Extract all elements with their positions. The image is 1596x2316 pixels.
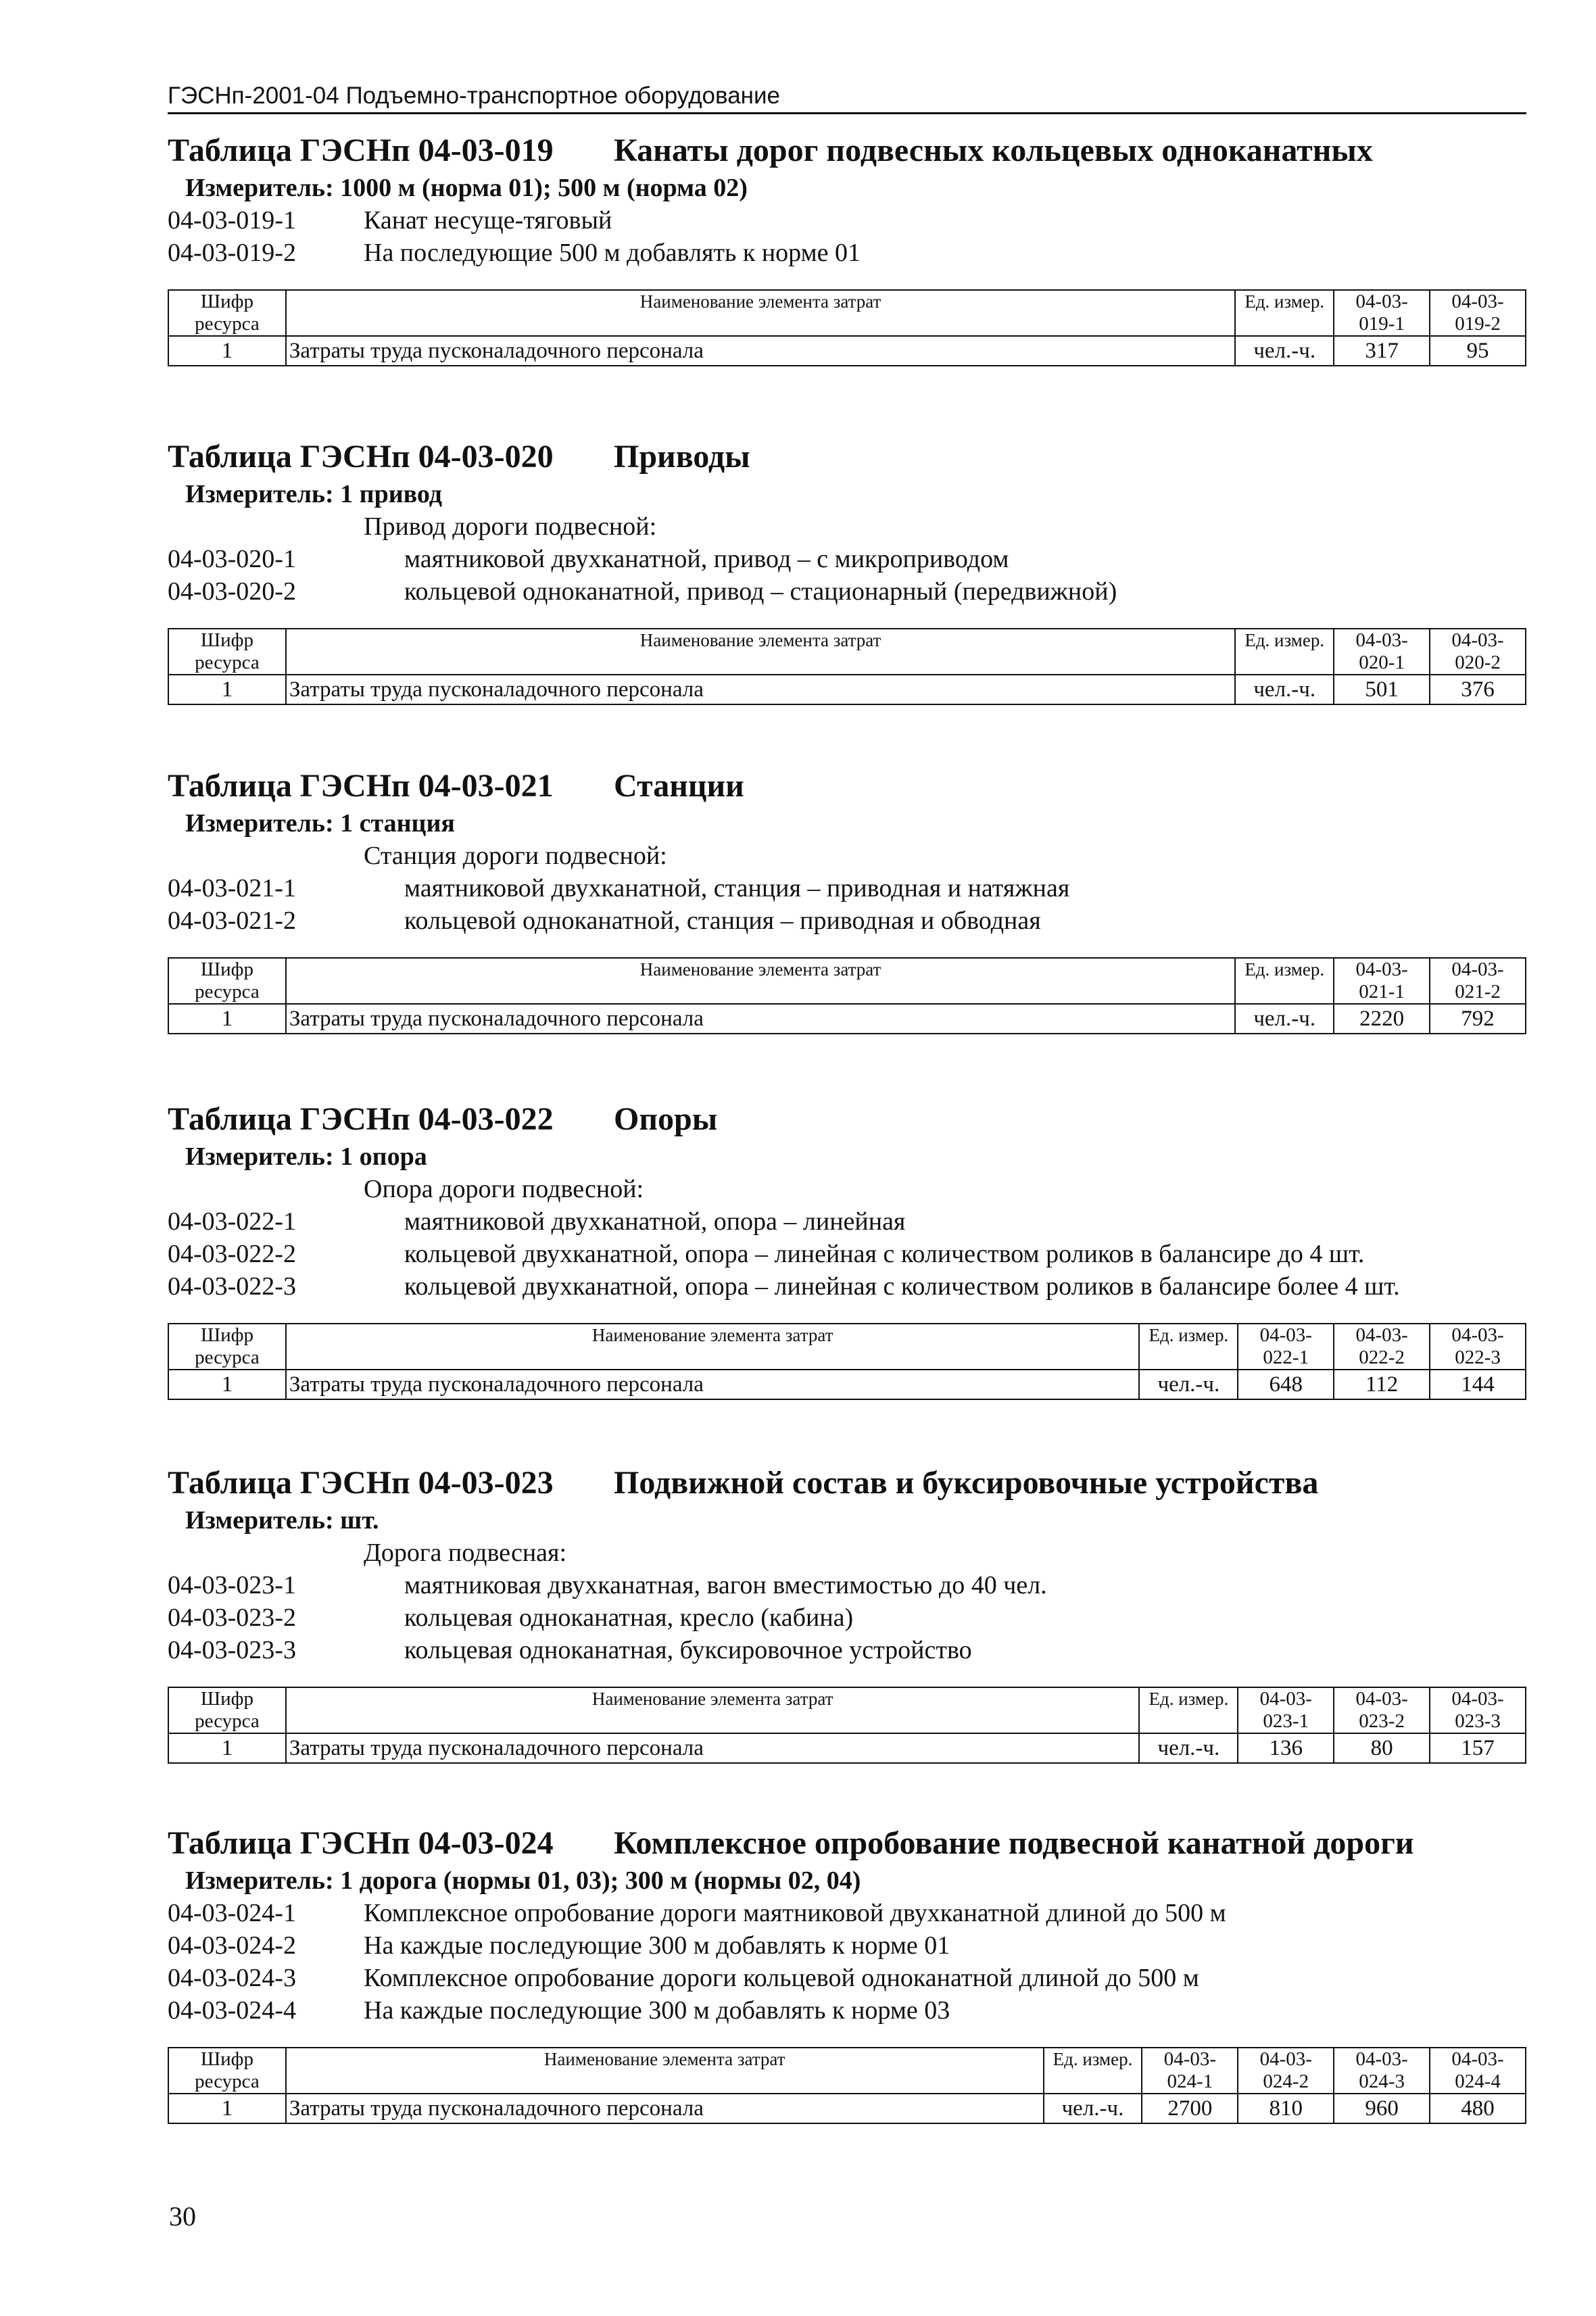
norm-item bbox=[168, 1238, 1533, 1270]
header-norm-code bbox=[1430, 1324, 1526, 1370]
norm-item bbox=[168, 1929, 1533, 1962]
norm-section bbox=[168, 436, 1533, 705]
header-norm-code-line1: 04-03- bbox=[1451, 1688, 1504, 1710]
header-norm-code-line1: 04-03- bbox=[1451, 1324, 1504, 1346]
table-code: Таблица ГЭСНп 04-03-020 bbox=[168, 439, 554, 475]
header-norm-code bbox=[1334, 2048, 1430, 2094]
header-norm-code-line1: 04-03- bbox=[1355, 629, 1408, 651]
norm-code: 04-03-021-1 bbox=[168, 874, 296, 902]
table-title: Станции bbox=[614, 768, 744, 804]
cell-shifr: 1 bbox=[168, 1733, 286, 1763]
header-norm-code-line1: 04-03- bbox=[1163, 2048, 1217, 2070]
cell-value: 317 bbox=[1334, 336, 1430, 366]
table-title: Приводы bbox=[614, 439, 750, 475]
meter-line: Измеритель: 1 опора bbox=[185, 1142, 427, 1171]
norm-text: кольцевой двухканатной, опора – линейная с количеством роликов в балансире до 4 шт. bbox=[404, 1240, 1365, 1268]
header-shifr-line1: Шифр bbox=[200, 629, 253, 651]
resource-table bbox=[168, 957, 1526, 1034]
cell-value: 2700 bbox=[1142, 2094, 1238, 2123]
header-norm-code bbox=[1430, 958, 1526, 1004]
norm-item bbox=[168, 204, 1533, 237]
header-unit: Ед. измер. bbox=[1044, 2048, 1142, 2094]
header-norm-code-line1: 04-03- bbox=[1355, 2048, 1408, 2070]
cell-name: Затраты труда пусконаладочного персонала bbox=[286, 1370, 1140, 1399]
header-shifr-line2: ресурса bbox=[195, 2071, 260, 2092]
cell-shifr: 1 bbox=[168, 2094, 286, 2123]
resource-table bbox=[168, 289, 1526, 366]
norm-item bbox=[168, 1962, 1533, 1994]
table-row bbox=[168, 336, 1526, 366]
norm-section bbox=[168, 765, 1533, 1034]
header-name: Наименование элемента затрат bbox=[286, 290, 1235, 336]
header-shifr-line2: ресурса bbox=[195, 1347, 260, 1368]
norm-code: 04-03-024-1 bbox=[168, 1899, 296, 1927]
header-unit: Ед. измер. bbox=[1235, 629, 1334, 675]
header-norm-code-line2: 024-2 bbox=[1263, 2071, 1309, 2092]
table-header-row bbox=[168, 1687, 1526, 1733]
header-shifr-line2: ресурса bbox=[195, 981, 260, 1003]
table-title: Подвижной состав и буксировочные устройства bbox=[614, 1465, 1319, 1501]
cell-unit: чел.-ч. bbox=[1235, 675, 1334, 704]
header-norm-code bbox=[1430, 1687, 1526, 1733]
section-title bbox=[168, 436, 1533, 478]
norm-section bbox=[168, 130, 1533, 366]
cell-value: 157 bbox=[1430, 1733, 1526, 1763]
header-norm-code-line2: 021-2 bbox=[1455, 981, 1501, 1003]
intro-line: Опора дороги подвесной: bbox=[364, 1175, 644, 1203]
table-row bbox=[168, 2094, 1526, 2123]
norm-item bbox=[168, 872, 1533, 904]
header-name: Наименование элемента затрат bbox=[286, 958, 1235, 1004]
norm-code: 04-03-019-1 bbox=[168, 206, 296, 235]
table-code: Таблица ГЭСНп 04-03-022 bbox=[168, 1101, 554, 1137]
meter-line: Измеритель: 1 привод bbox=[185, 480, 442, 508]
cell-value: 810 bbox=[1238, 2094, 1334, 2123]
norm-item bbox=[168, 237, 1533, 269]
header-norm-code-line2: 019-1 bbox=[1359, 313, 1405, 335]
section-title bbox=[168, 1462, 1533, 1504]
norm-text: маятниковой двухканатной, опора – линейная bbox=[404, 1207, 906, 1236]
cell-value: 144 bbox=[1430, 1370, 1526, 1399]
table-code: Таблица ГЭСНп 04-03-021 bbox=[168, 768, 554, 804]
section-title bbox=[168, 765, 1533, 807]
page-number: 30 bbox=[169, 2201, 196, 2231]
table-header-row bbox=[168, 2048, 1526, 2094]
table-title: Комплексное опробование подвесной канатной дороги bbox=[614, 1825, 1414, 1861]
cell-value: 648 bbox=[1238, 1370, 1334, 1399]
header-name: Наименование элемента затрат bbox=[286, 1687, 1140, 1733]
cell-name: Затраты труда пусконаладочного персонала bbox=[286, 1004, 1235, 1034]
norm-code: 04-03-019-2 bbox=[168, 239, 296, 267]
norm-code: 04-03-020-1 bbox=[168, 545, 296, 573]
cell-unit: чел.-ч. bbox=[1044, 2094, 1142, 2123]
cell-value: 80 bbox=[1334, 1733, 1430, 1763]
header-unit: Ед. измер. bbox=[1139, 1687, 1238, 1733]
header-norm-code bbox=[1142, 2048, 1238, 2094]
header-norm-code-line1: 04-03- bbox=[1451, 629, 1504, 651]
header-shifr-line2: ресурса bbox=[195, 313, 260, 335]
section-title bbox=[168, 1099, 1533, 1140]
table-title: Опоры bbox=[614, 1101, 718, 1137]
header-unit: Ед. измер. bbox=[1139, 1324, 1238, 1370]
intro-line: Дорога подвесная: bbox=[364, 1539, 567, 1567]
table-header-row bbox=[168, 958, 1526, 1004]
cell-shifr: 1 bbox=[168, 675, 286, 704]
norm-code: 04-03-021-2 bbox=[168, 907, 296, 935]
norm-text: кольцевой двухканатной, опора – линейная с количеством роликов в балансире более 4 шт. bbox=[404, 1272, 1400, 1301]
norm-code: 04-03-022-1 bbox=[168, 1207, 296, 1236]
header-norm-code-line2: 022-3 bbox=[1455, 1347, 1501, 1368]
header-norm-code-line2: 021-1 bbox=[1359, 981, 1405, 1003]
cell-value: 960 bbox=[1334, 2094, 1430, 2123]
header-norm-code-line1: 04-03- bbox=[1355, 291, 1408, 312]
intro-line: Станция дороги подвесной: bbox=[364, 842, 667, 870]
norm-item bbox=[168, 543, 1533, 575]
cell-shifr: 1 bbox=[168, 1004, 286, 1034]
norm-item bbox=[168, 1634, 1533, 1666]
meter-line: Измеритель: 1000 м (норма 01); 500 м (норма 02) bbox=[185, 174, 748, 202]
meter-line: Измеритель: шт. bbox=[185, 1506, 379, 1535]
norm-item bbox=[168, 1205, 1533, 1238]
header-shifr bbox=[168, 2048, 286, 2094]
header-norm-code-line1: 04-03- bbox=[1451, 959, 1504, 980]
norm-code: 04-03-023-3 bbox=[168, 1636, 296, 1664]
norm-code: 04-03-023-1 bbox=[168, 1571, 296, 1599]
header-shifr-line2: ресурса bbox=[195, 652, 260, 673]
header-norm-code-line2: 020-1 bbox=[1359, 652, 1405, 673]
header-shifr-line1: Шифр bbox=[200, 959, 253, 980]
header-unit: Ед. измер. bbox=[1235, 958, 1334, 1004]
norm-code: 04-03-023-2 bbox=[168, 1603, 296, 1632]
header-shifr-line1: Шифр bbox=[200, 291, 253, 312]
norm-code: 04-03-024-4 bbox=[168, 1996, 296, 2025]
norm-text: маятниковой двухканатной, привод – с микроприводом bbox=[404, 545, 1009, 573]
header-norm-code-line1: 04-03- bbox=[1355, 959, 1408, 980]
section-title bbox=[168, 1823, 1533, 1864]
norm-text: На последующие 500 м добавлять к норме 01 bbox=[364, 239, 861, 267]
cell-value: 95 bbox=[1430, 336, 1526, 366]
norm-code: 04-03-020-2 bbox=[168, 577, 296, 606]
header-shifr-line1: Шифр bbox=[200, 1324, 253, 1346]
norm-section bbox=[168, 1099, 1533, 1400]
header-norm-code bbox=[1334, 958, 1430, 1004]
table-row bbox=[168, 675, 1526, 704]
header-shifr-line2: ресурса bbox=[195, 1710, 260, 1732]
section-title bbox=[168, 130, 1533, 172]
cell-value: 792 bbox=[1430, 1004, 1526, 1034]
header-norm-code-line1: 04-03- bbox=[1451, 2048, 1504, 2070]
header-name: Наименование элемента затрат bbox=[286, 1324, 1140, 1370]
header-norm-code-line1: 04-03- bbox=[1259, 1688, 1312, 1710]
header-norm-code-line2: 019-2 bbox=[1455, 313, 1501, 335]
header-norm-code-line1: 04-03- bbox=[1355, 1688, 1408, 1710]
norm-section bbox=[168, 1823, 1533, 2124]
cell-shifr: 1 bbox=[168, 1370, 286, 1399]
resource-table bbox=[168, 1323, 1526, 1400]
table-code: Таблица ГЭСНп 04-03-023 bbox=[168, 1465, 554, 1501]
header-shifr bbox=[168, 958, 286, 1004]
header-norm-code-line2: 024-3 bbox=[1359, 2071, 1405, 2092]
norm-item bbox=[168, 1270, 1533, 1303]
norm-text: кольцевая одноканатная, кресло (кабина) bbox=[404, 1603, 854, 1632]
header-norm-code bbox=[1430, 629, 1526, 675]
header-norm-code-line2: 023-2 bbox=[1359, 1710, 1405, 1732]
cell-value: 501 bbox=[1334, 675, 1430, 704]
intro-line: Привод дороги подвесной: bbox=[364, 512, 657, 541]
header-norm-code-line1: 04-03- bbox=[1259, 1324, 1312, 1346]
header-norm-code-line2: 024-1 bbox=[1167, 2071, 1213, 2092]
header-shifr-line1: Шифр bbox=[200, 2048, 253, 2070]
cell-unit: чел.-ч. bbox=[1139, 1733, 1238, 1763]
norm-text: маятниковая двухканатная, вагон вместимостью до 40 чел. bbox=[404, 1571, 1047, 1599]
header-shifr-line1: Шифр bbox=[200, 1688, 253, 1710]
table-row bbox=[168, 1733, 1526, 1763]
header-name: Наименование элемента затрат bbox=[286, 2048, 1044, 2094]
header-shifr bbox=[168, 290, 286, 336]
cell-value: 376 bbox=[1430, 675, 1526, 704]
header-norm-code bbox=[1334, 629, 1430, 675]
header-norm-code bbox=[1238, 1324, 1334, 1370]
cell-value: 136 bbox=[1238, 1733, 1334, 1763]
norm-item bbox=[168, 1601, 1533, 1634]
norm-text: кольцевой одноканатной, станция – приводная и обводная bbox=[404, 907, 1041, 935]
table-header-row bbox=[168, 629, 1526, 675]
cell-value: 480 bbox=[1430, 2094, 1526, 2123]
cell-shifr: 1 bbox=[168, 336, 286, 366]
table-row bbox=[168, 1370, 1526, 1399]
norm-code: 04-03-024-2 bbox=[168, 1931, 296, 1960]
header-norm-code bbox=[1238, 2048, 1334, 2094]
table-title: Канаты дорог подвесных кольцевых одноканатных bbox=[614, 132, 1373, 168]
norm-code: 04-03-022-3 bbox=[168, 1272, 296, 1301]
header-norm-code-line1: 04-03- bbox=[1259, 2048, 1312, 2070]
header-norm-code-line1: 04-03- bbox=[1355, 1324, 1408, 1346]
norm-item bbox=[168, 904, 1533, 937]
norm-code: 04-03-024-3 bbox=[168, 1964, 296, 1992]
cell-name: Затраты труда пусконаладочного персонала bbox=[286, 675, 1235, 704]
norm-item bbox=[168, 1994, 1533, 2027]
header-norm-code bbox=[1238, 1687, 1334, 1733]
header-norm-code bbox=[1430, 2048, 1526, 2094]
norm-text: кольцевая одноканатная, буксировочное устройство bbox=[404, 1636, 972, 1664]
table-code: Таблица ГЭСНп 04-03-019 bbox=[168, 132, 554, 168]
table-code: Таблица ГЭСНп 04-03-024 bbox=[168, 1825, 554, 1861]
header-norm-code-line2: 023-3 bbox=[1455, 1710, 1501, 1732]
cell-unit: чел.-ч. bbox=[1139, 1370, 1238, 1399]
header-norm-code-line2: 022-1 bbox=[1263, 1347, 1309, 1368]
cell-value: 2220 bbox=[1334, 1004, 1430, 1034]
cell-name: Затраты труда пусконаладочного персонала bbox=[286, 336, 1235, 366]
norm-text: Канат несуще-тяговый bbox=[364, 206, 612, 235]
header-norm-code-line1: 04-03- bbox=[1451, 291, 1504, 312]
meter-line: Измеритель: 1 станция bbox=[185, 809, 455, 838]
cell-unit: чел.-ч. bbox=[1235, 336, 1334, 366]
norm-item bbox=[168, 575, 1533, 608]
header-norm-code-line2: 020-2 bbox=[1455, 652, 1501, 673]
resource-table bbox=[168, 1687, 1526, 1764]
header-name: Наименование элемента затрат bbox=[286, 629, 1235, 675]
resource-table bbox=[168, 628, 1526, 705]
resource-table bbox=[168, 2047, 1526, 2124]
cell-unit: чел.-ч. bbox=[1235, 1004, 1334, 1034]
norm-item bbox=[168, 1569, 1533, 1601]
header-unit: Ед. измер. bbox=[1235, 290, 1334, 336]
norm-section bbox=[168, 1462, 1533, 1764]
header-norm-code-line2: 022-2 bbox=[1359, 1347, 1405, 1368]
cell-name: Затраты труда пусконаладочного персонала bbox=[286, 2094, 1044, 2123]
norm-text: Комплексное опробование дороги маятниковой двухканатной длиной до 500 м bbox=[364, 1899, 1226, 1927]
norm-item bbox=[168, 1897, 1533, 1929]
header-norm-code-line2: 024-4 bbox=[1455, 2071, 1501, 2092]
running-header: ГЭСНп-2001-04 Подъемно-транспортное оборудование bbox=[168, 80, 1526, 114]
cell-name: Затраты труда пусконаладочного персонала bbox=[286, 1733, 1140, 1763]
header-shifr bbox=[168, 1324, 286, 1370]
header-norm-code bbox=[1430, 290, 1526, 336]
header-norm-code bbox=[1334, 290, 1430, 336]
norm-code: 04-03-022-2 bbox=[168, 1240, 296, 1268]
norm-text: Комплексное опробование дороги кольцевой одноканатной длиной до 500 м bbox=[364, 1964, 1199, 1992]
header-norm-code bbox=[1334, 1687, 1430, 1733]
norm-text: На каждые последующие 300 м добавлять к норме 01 bbox=[364, 1931, 950, 1960]
header-shifr bbox=[168, 1687, 286, 1733]
table-row bbox=[168, 1004, 1526, 1034]
cell-value: 112 bbox=[1334, 1370, 1430, 1399]
header-norm-code bbox=[1334, 1324, 1430, 1370]
header-shifr bbox=[168, 629, 286, 675]
meter-line: Измеритель: 1 дорога (нормы 01, 03); 300 м (нормы 02, 04) bbox=[185, 1866, 861, 1895]
header-norm-code-line2: 023-1 bbox=[1263, 1710, 1309, 1732]
table-header-row bbox=[168, 290, 1526, 336]
norm-text: На каждые последующие 300 м добавлять к норме 03 bbox=[364, 1996, 950, 2025]
table-header-row bbox=[168, 1324, 1526, 1370]
norm-text: маятниковой двухканатной, станция – приводная и натяжная bbox=[404, 874, 1070, 902]
norm-text: кольцевой одноканатной, привод – стационарный (передвижной) bbox=[404, 577, 1117, 606]
